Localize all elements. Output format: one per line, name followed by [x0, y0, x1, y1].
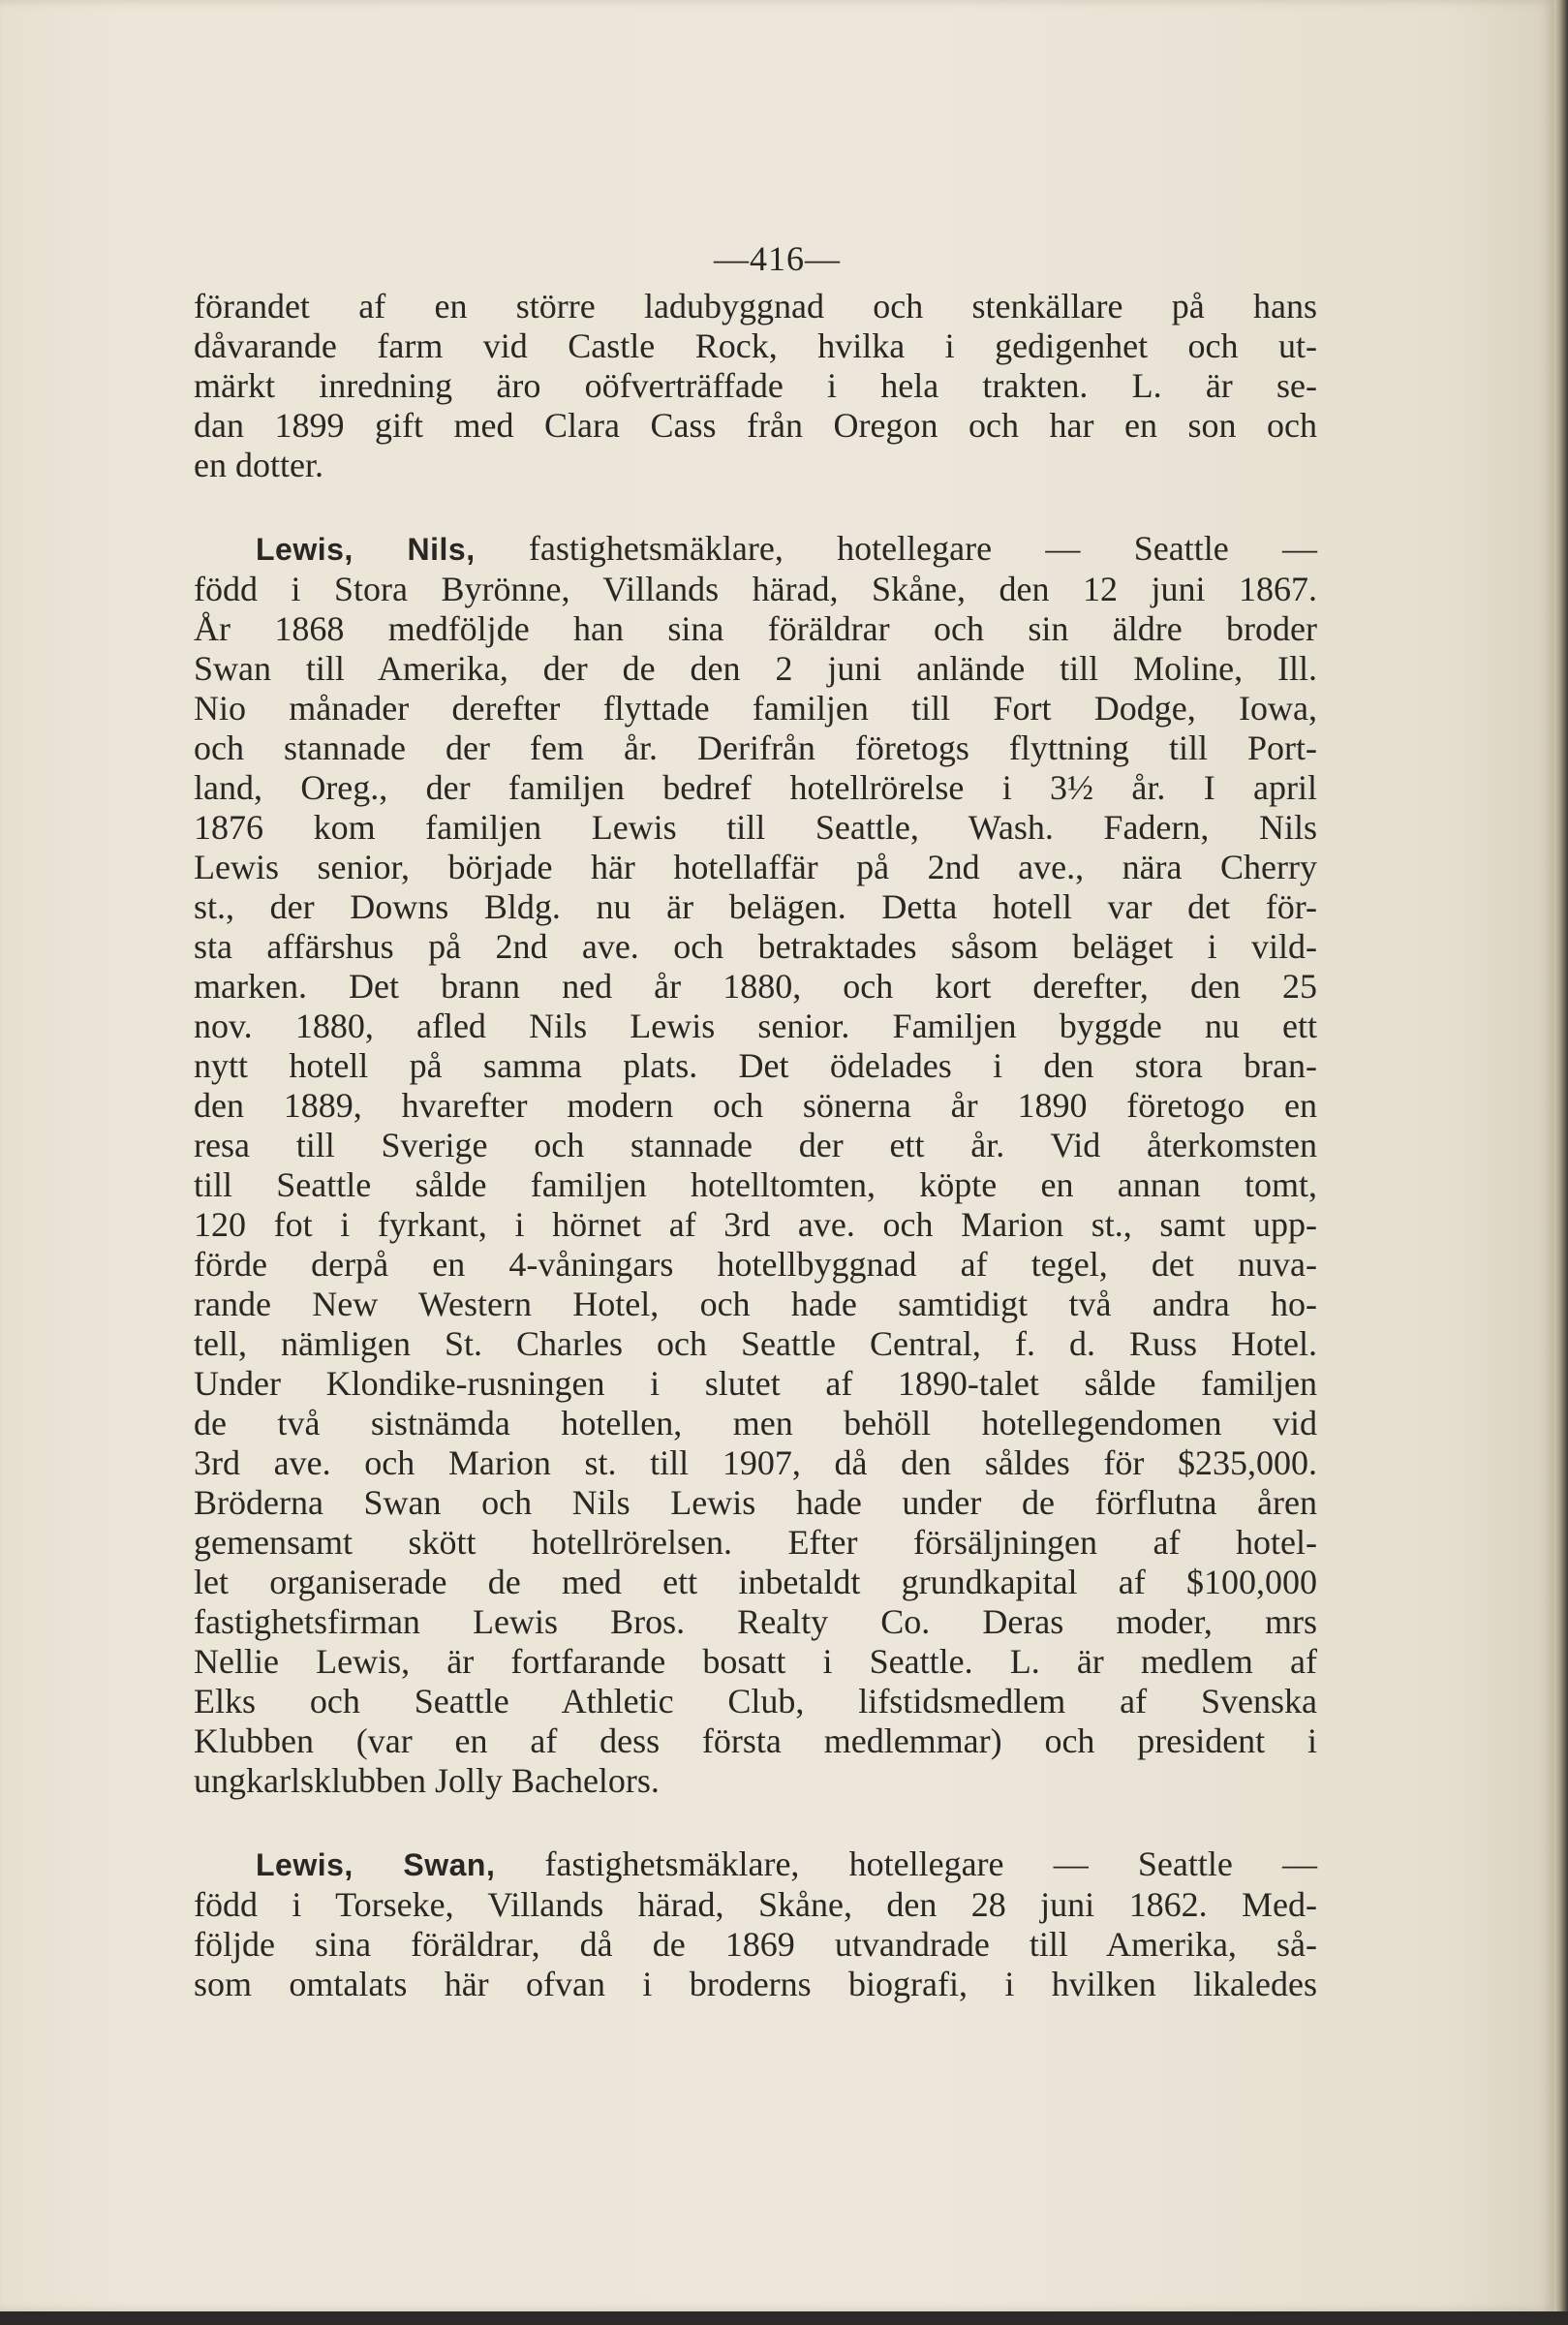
- text-line: till Seattle sålde familjen hotelltomten, köpte en annan tomt,: [194, 1165, 1317, 1204]
- text-line: Under Klondike-rusningen i slutet af 1890-talet sålde familjen: [194, 1364, 1317, 1403]
- page-number: —416—: [714, 239, 841, 278]
- text-line: sta affärshus på 2nd ave. och betraktades såsom beläget i vild-: [194, 927, 1317, 966]
- text-line: den 1889, hvarefter modern och sönerna år 1890 företogo en: [194, 1086, 1317, 1125]
- text-line: 3rd ave. och Marion st. till 1907, då den såldes för $235,000.: [194, 1443, 1317, 1482]
- text-line: ungkarlsklubben Jolly Bachelors.: [194, 1761, 660, 1800]
- entry-first-line: [194, 529, 1317, 570]
- page-text: [194, 287, 1317, 2004]
- entry-lewis-nils: [194, 529, 1317, 1801]
- entry-heading: Lewis, Nils,: [256, 532, 476, 567]
- text-line: land, Oreg., der familjen bedref hotellrörelse i 3½ år. I april: [194, 768, 1317, 807]
- text-line: gemensamt skött hotellrörelsen. Efter försäljningen af hotel-: [194, 1523, 1317, 1562]
- text-line: dåvarande farm vid Castle Rock, hvilka i gedigenhet och ut-: [194, 326, 1317, 365]
- text-line: och stannade der fem år. Derifrån företogs flyttning till Port-: [194, 728, 1317, 767]
- text-line: de två sistnämda hotellen, men behöll hotellegendomen vid: [194, 1404, 1317, 1442]
- entry-lewis-swan: [194, 1844, 1317, 2004]
- text-line: fastighetsfirman Lewis Bros. Realty Co. Deras moder, mrs: [194, 1602, 1317, 1641]
- text-line: Lewis senior, började här hotellaffär på 2nd ave., nära Cherry: [194, 848, 1317, 886]
- text-line: st., der Downs Bldg. nu är belägen. Detta hotell var det för-: [194, 887, 1317, 926]
- text-line: Nellie Lewis, är fortfarande bosatt i Seattle. L. är medlem af: [194, 1642, 1317, 1681]
- text-line: nytt hotell på samma plats. Det ödelades i den stora bran-: [194, 1046, 1317, 1085]
- text-line: Klubben (var en af dess första medlemmar) och president i: [194, 1721, 1317, 1760]
- text-line: tell, nämligen St. Charles och Seattle Central, f. d. Russ Hotel.: [194, 1324, 1317, 1363]
- text-line: resa till Sverige och stannade der ett år. Vid återkomsten: [194, 1126, 1317, 1164]
- text-line: marken. Det brann ned år 1880, och kort derefter, den 25: [194, 967, 1317, 1006]
- text-line: nov. 1880, afled Nils Lewis senior. Familjen byggde nu ett: [194, 1007, 1317, 1045]
- entry-occupation: fastighetsmäklare, hotellegare — Seattle —: [495, 1844, 1318, 1883]
- text-line: Elks och Seattle Athletic Club, lifstidsmedlem af Svenska: [194, 1682, 1317, 1720]
- text-line: född i Torseke, Villands härad, Skåne, den 28 juni 1862. Med-: [194, 1885, 1317, 1924]
- text-line: som omtalats här ofvan i broderns biografi, i hvilken likaledes: [194, 1965, 1317, 2003]
- text-line: Swan till Amerika, der de den 2 juni anlände till Moline, Ill.: [194, 649, 1317, 688]
- text-line: förandet af en större ladubyggnad och stenkällare på hans: [194, 287, 1317, 326]
- text-line: märkt inredning äro oöfverträffade i hela trakten. L. är se-: [194, 366, 1317, 405]
- text-line: förde derpå en 4-våningars hotellbyggnad af tegel, det nuva-: [194, 1245, 1317, 1284]
- text-line: rande New Western Hotel, och hade samtidigt två andra ho-: [194, 1285, 1317, 1323]
- entry-occupation: fastighetsmäklare, hotellegare — Seattle —: [475, 529, 1317, 568]
- text-line: född i Stora Byrönne, Villands härad, Skåne, den 12 juni 1867.: [194, 570, 1317, 608]
- text-line: Nio månader derefter flyttade familjen till Fort Dodge, Iowa,: [194, 689, 1317, 728]
- text-line: Bröderna Swan och Nils Lewis hade under de förflutna åren: [194, 1483, 1317, 1522]
- text-line: let organiserade de med ett inbetaldt grundkapital af $100,000: [194, 1563, 1317, 1601]
- text-line: dan 1899 gift med Clara Cass från Oregon och har en son och: [194, 406, 1317, 445]
- paragraph-continuation: [194, 287, 1317, 485]
- text-line: 1876 kom familjen Lewis till Seattle, Wash. Fadern, Nils: [194, 808, 1317, 847]
- scan-border: [0, 2311, 1568, 2325]
- text-line: följde sina föräldrar, då de 1869 utvandrade till Amerika, så-: [194, 1925, 1317, 1964]
- entry-first-line: [194, 1844, 1317, 1885]
- text-line: en dotter.: [194, 446, 323, 484]
- page-edge: [1554, 0, 1568, 2325]
- entry-heading: Lewis, Swan,: [256, 1847, 496, 1882]
- text-line: År 1868 medföljde han sina föräldrar och sin äldre broder: [194, 609, 1317, 648]
- text-line: 120 fot i fyrkant, i hörnet af 3rd ave. och Marion st., samt upp-: [194, 1205, 1317, 1244]
